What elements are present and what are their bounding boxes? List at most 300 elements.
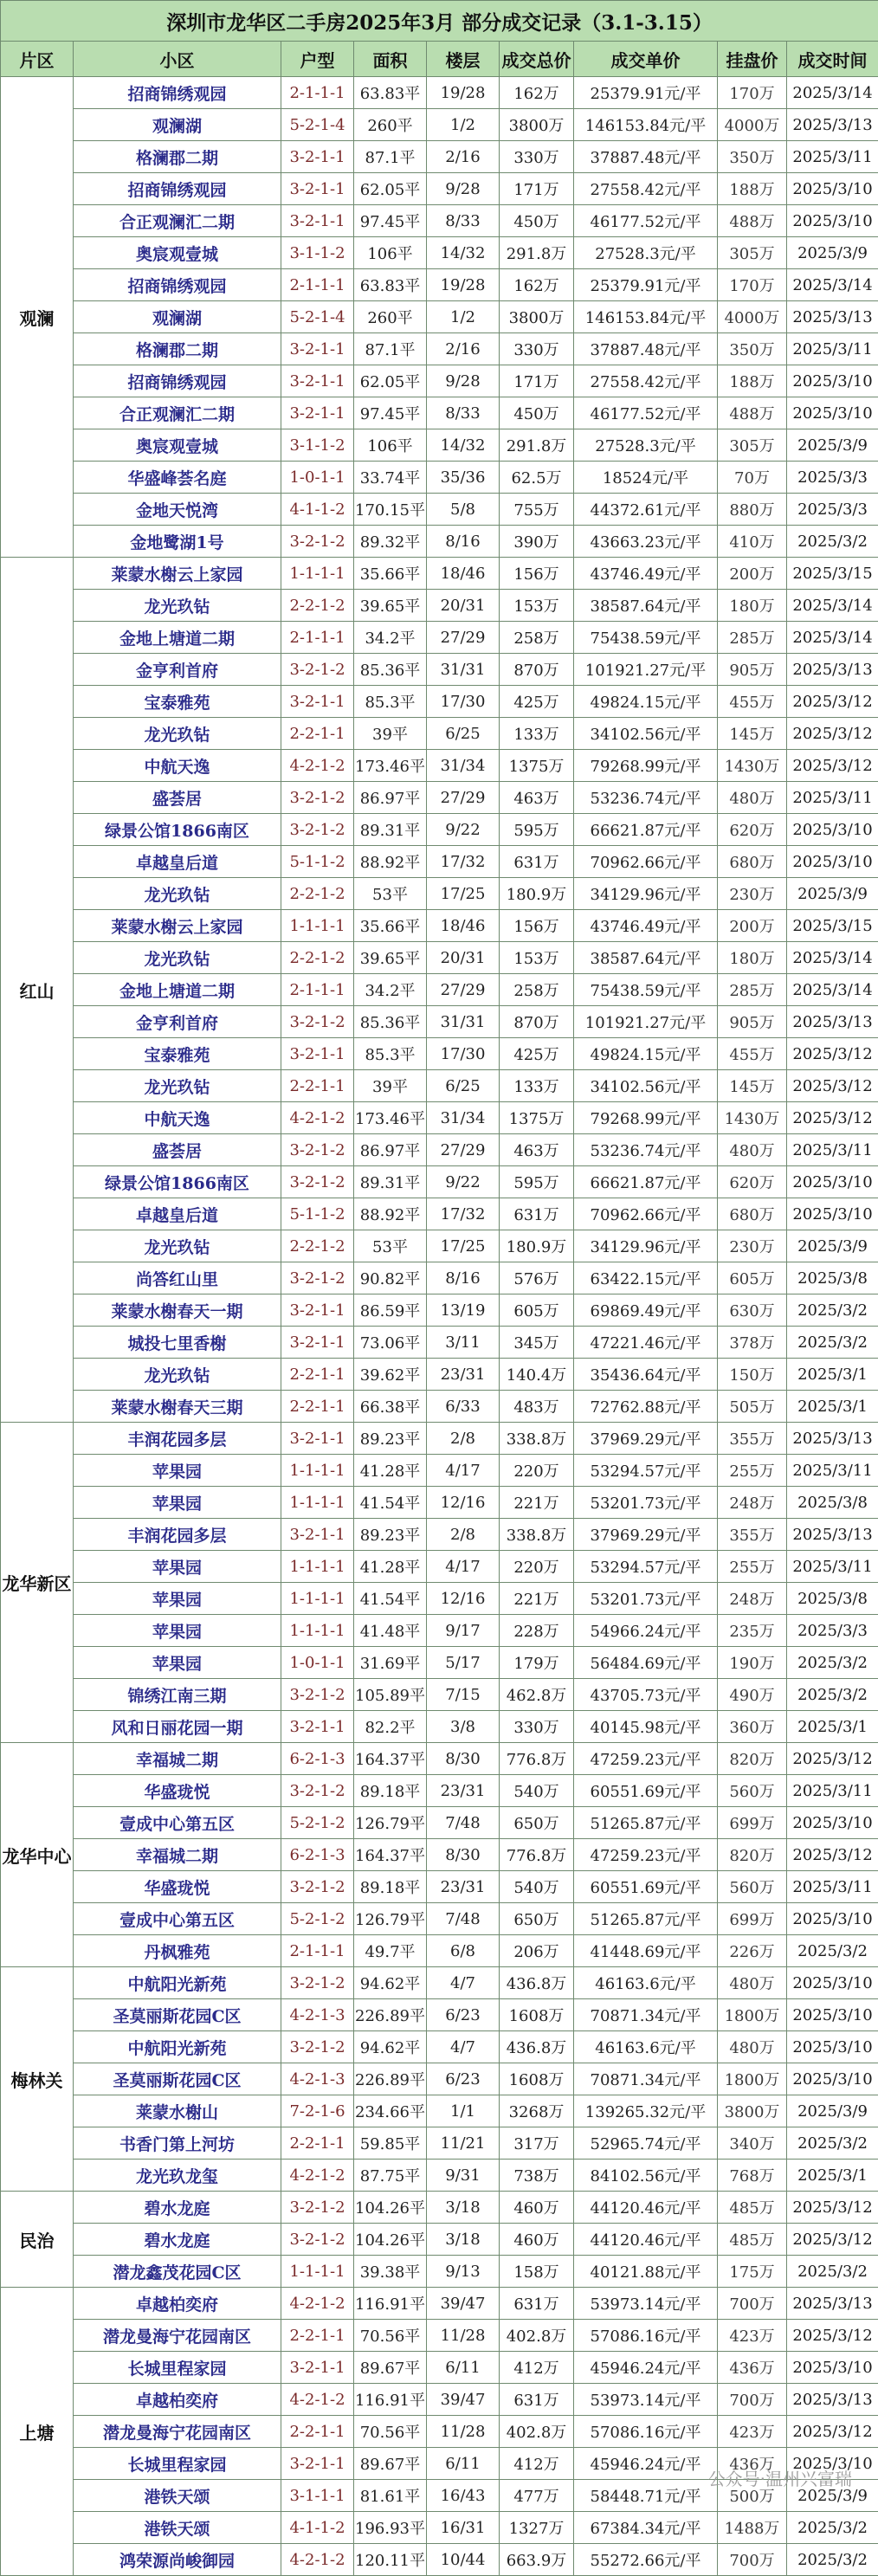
floor-cell: 20/31	[427, 590, 500, 622]
community-name: 潜龙鑫茂花园C区	[74, 2256, 281, 2288]
floor-cell: 8/30	[427, 1839, 500, 1871]
unit-price-cell: 75438.59元/平	[574, 974, 718, 1006]
listing-price-cell: 355万	[718, 1519, 787, 1551]
watermark-text: 公众号·温州兴富瑞	[708, 2465, 852, 2490]
deal-date-cell: 2025/3/9	[787, 2480, 878, 2512]
floor-cell: 1/2	[427, 301, 500, 333]
table-row	[1, 1871, 878, 1903]
table-row	[1, 526, 878, 558]
community-name: 华盛珑悦	[74, 1775, 281, 1807]
area-cell: 116.91平	[354, 2288, 427, 2320]
area-cell: 94.62平	[354, 1967, 427, 1999]
area-cell: 34.2平	[354, 974, 427, 1006]
table-row	[1, 1038, 878, 1070]
unit-price-cell: 139265.32元/平	[574, 2095, 718, 2127]
deal-date-cell: 2025/3/2	[787, 2256, 878, 2288]
table-row	[1, 1134, 878, 1166]
deal-date-cell: 2025/3/12	[787, 2224, 878, 2256]
total-price-cell: 179万	[500, 1647, 574, 1679]
listing-price-cell: 145万	[718, 718, 787, 750]
listing-price-cell: 620万	[718, 814, 787, 846]
unit-price-cell: 57086.16元/平	[574, 2320, 718, 2352]
listing-price-cell: 480万	[718, 1134, 787, 1166]
listing-price-cell: 285万	[718, 622, 787, 654]
community-name: 莱蒙水榭春天一期	[74, 1294, 281, 1327]
floor-cell: 31/34	[427, 1102, 500, 1134]
layout-cell: 1-0-1-1	[281, 1647, 354, 1679]
unit-price-cell: 46163.6元/平	[574, 1967, 718, 1999]
column-header-unit-price: 成交单价	[574, 42, 718, 77]
area-cell: 34.2平	[354, 622, 427, 654]
listing-price-cell: 560万	[718, 1871, 787, 1903]
deal-date-cell: 2025/3/2	[787, 2512, 878, 2544]
unit-price-cell: 66621.87元/平	[574, 1166, 718, 1198]
deal-date-cell: 2025/3/2	[787, 1647, 878, 1679]
unit-price-cell: 53973.14元/平	[574, 2384, 718, 2416]
listing-price-cell: 190万	[718, 1647, 787, 1679]
community-name: 绿景公馆1866南区	[74, 814, 281, 846]
deal-date-cell: 2025/3/14	[787, 77, 878, 109]
unit-price-cell: 70871.34元/平	[574, 1999, 718, 2031]
unit-price-cell: 35436.64元/平	[574, 1359, 718, 1391]
listing-price-cell: 905万	[718, 1006, 787, 1038]
area-cell: 89.31平	[354, 1166, 427, 1198]
listing-price-cell: 255万	[718, 1455, 787, 1487]
listing-price-cell: 488万	[718, 205, 787, 237]
floor-cell: 13/19	[427, 1294, 500, 1327]
community-name: 合正观澜汇二期	[74, 397, 281, 429]
community-name: 苹果园	[74, 1487, 281, 1519]
layout-cell: 7-2-1-6	[281, 2095, 354, 2127]
deal-date-cell: 2025/3/9	[787, 1230, 878, 1262]
area-cell: 59.85平	[354, 2127, 427, 2160]
listing-price-cell: 700万	[718, 2544, 787, 2576]
total-price-cell: 460万	[500, 2224, 574, 2256]
floor-cell: 7/48	[427, 1807, 500, 1839]
listing-price-cell: 200万	[718, 910, 787, 942]
district-cell: 上塘	[1, 2288, 74, 2576]
floor-cell: 14/32	[427, 237, 500, 269]
unit-price-cell: 75438.59元/平	[574, 622, 718, 654]
listing-price-cell: 200万	[718, 558, 787, 590]
area-cell: 39.62平	[354, 1359, 427, 1391]
total-price-cell: 1608万	[500, 1999, 574, 2031]
table-row	[1, 1583, 878, 1615]
deal-date-cell: 2025/3/12	[787, 1070, 878, 1102]
floor-cell: 6/11	[427, 2448, 500, 2480]
community-name: 风和日丽花园一期	[74, 1711, 281, 1743]
table-row	[1, 878, 878, 910]
listing-price-cell: 1800万	[718, 1999, 787, 2031]
area-cell: 41.54平	[354, 1487, 427, 1519]
unit-price-cell: 53973.14元/平	[574, 2288, 718, 2320]
table-row	[1, 2095, 878, 2127]
listing-price-cell: 485万	[718, 2224, 787, 2256]
total-price-cell: 228万	[500, 1615, 574, 1647]
unit-price-cell: 46177.52元/平	[574, 397, 718, 429]
unit-price-cell: 72762.88元/平	[574, 1391, 718, 1423]
total-price-cell: 576万	[500, 1262, 574, 1294]
listing-price-cell: 680万	[718, 846, 787, 878]
total-price-cell: 180.9万	[500, 878, 574, 910]
floor-cell: 7/48	[427, 1903, 500, 1935]
unit-price-cell: 55272.66元/平	[574, 2544, 718, 2576]
total-price-cell: 291.8万	[500, 429, 574, 462]
layout-cell: 2-2-1-2	[281, 590, 354, 622]
layout-cell: 6-2-1-3	[281, 1839, 354, 1871]
deal-date-cell: 2025/3/11	[787, 1551, 878, 1583]
deal-date-cell: 2025/3/2	[787, 526, 878, 558]
floor-cell: 19/28	[427, 269, 500, 301]
area-cell: 53平	[354, 1230, 427, 1262]
total-price-cell: 463万	[500, 782, 574, 814]
layout-cell: 3-2-1-2	[281, 2192, 354, 2224]
floor-cell: 16/31	[427, 2512, 500, 2544]
community-name: 华盛珑悦	[74, 1871, 281, 1903]
table-row	[1, 654, 878, 686]
community-name: 尚答红山里	[74, 1262, 281, 1294]
total-price-cell: 156万	[500, 558, 574, 590]
table-row	[1, 1166, 878, 1198]
community-name: 港铁天颂	[74, 2480, 281, 2512]
area-cell: 39平	[354, 718, 427, 750]
total-price-cell: 62.5万	[500, 462, 574, 494]
layout-cell: 3-2-1-1	[281, 1519, 354, 1551]
unit-price-cell: 79268.99元/平	[574, 1102, 718, 1134]
deal-date-cell: 2025/3/13	[787, 2288, 878, 2320]
total-price-cell: 595万	[500, 814, 574, 846]
total-price-cell: 412万	[500, 2448, 574, 2480]
floor-cell: 19/28	[427, 77, 500, 109]
community-name: 苹果园	[74, 1615, 281, 1647]
unit-price-cell: 53236.74元/平	[574, 1134, 718, 1166]
listing-price-cell: 378万	[718, 1327, 787, 1359]
layout-cell: 4-2-1-2	[281, 2160, 354, 2192]
unit-price-cell: 25379.91元/平	[574, 269, 718, 301]
floor-cell: 5/17	[427, 1647, 500, 1679]
floor-cell: 11/28	[427, 2320, 500, 2352]
deal-date-cell: 2025/3/10	[787, 1967, 878, 1999]
total-price-cell: 220万	[500, 1551, 574, 1583]
area-cell: 89.18平	[354, 1775, 427, 1807]
deal-date-cell: 2025/3/10	[787, 2448, 878, 2480]
listing-price-cell: 4000万	[718, 301, 787, 333]
layout-cell: 3-2-1-1	[281, 1327, 354, 1359]
total-price-cell: 436.8万	[500, 1967, 574, 1999]
layout-cell: 3-2-1-1	[281, 2448, 354, 2480]
unit-price-cell: 45946.24元/平	[574, 2448, 718, 2480]
floor-cell: 9/31	[427, 2160, 500, 2192]
community-name: 碧水龙庭	[74, 2224, 281, 2256]
listing-price-cell: 455万	[718, 1038, 787, 1070]
unit-price-cell: 66621.87元/平	[574, 814, 718, 846]
community-name: 金亨利首府	[74, 1006, 281, 1038]
area-cell: 63.83平	[354, 77, 427, 109]
listing-price-cell: 188万	[718, 365, 787, 397]
layout-cell: 2-2-1-1	[281, 1070, 354, 1102]
layout-cell: 3-2-1-2	[281, 2224, 354, 2256]
area-cell: 86.97平	[354, 1134, 427, 1166]
listing-price-cell: 305万	[718, 429, 787, 462]
layout-cell: 5-2-1-4	[281, 109, 354, 141]
deal-date-cell: 2025/3/14	[787, 942, 878, 974]
layout-cell: 2-2-1-2	[281, 1230, 354, 1262]
unit-price-cell: 41448.69元/平	[574, 1935, 718, 1967]
table-row	[1, 2031, 878, 2063]
community-name: 奥宸观壹城	[74, 237, 281, 269]
column-header-district: 片区	[1, 42, 74, 77]
table-row	[1, 1102, 878, 1134]
layout-cell: 2-1-1-1	[281, 622, 354, 654]
total-price-cell: 3268万	[500, 2095, 574, 2127]
floor-cell: 14/32	[427, 429, 500, 462]
area-cell: 39.65平	[354, 942, 427, 974]
deal-date-cell: 2025/3/9	[787, 878, 878, 910]
listing-price-cell: 490万	[718, 1679, 787, 1711]
area-cell: 106平	[354, 237, 427, 269]
total-price-cell: 650万	[500, 1807, 574, 1839]
area-cell: 173.46平	[354, 1102, 427, 1134]
community-name: 莱蒙水榭云上家园	[74, 910, 281, 942]
layout-cell: 3-2-1-2	[281, 1006, 354, 1038]
unit-price-cell: 70962.66元/平	[574, 846, 718, 878]
listing-price-cell: 170万	[718, 269, 787, 301]
table-row	[1, 1070, 878, 1102]
table-row	[1, 1391, 878, 1423]
total-price-cell: 738万	[500, 2160, 574, 2192]
floor-cell: 3/18	[427, 2224, 500, 2256]
layout-cell: 2-2-1-1	[281, 718, 354, 750]
layout-cell: 4-1-1-2	[281, 494, 354, 526]
floor-cell: 31/34	[427, 750, 500, 782]
unit-price-cell: 79268.99元/平	[574, 750, 718, 782]
floor-cell: 1/1	[427, 2095, 500, 2127]
community-name: 金地天悦湾	[74, 494, 281, 526]
deal-date-cell: 2025/3/9	[787, 2095, 878, 2127]
layout-cell: 3-2-1-2	[281, 1871, 354, 1903]
floor-cell: 7/15	[427, 1679, 500, 1711]
area-cell: 226.89平	[354, 2063, 427, 2095]
community-name: 宝泰雅苑	[74, 686, 281, 718]
floor-cell: 6/25	[427, 718, 500, 750]
area-cell: 41.48平	[354, 1615, 427, 1647]
community-name: 招商锦绣观园	[74, 269, 281, 301]
deal-date-cell: 2025/3/12	[787, 1038, 878, 1070]
deal-date-cell: 2025/3/2	[787, 1935, 878, 1967]
community-name: 龙光玖钻	[74, 1070, 281, 1102]
total-price-cell: 133万	[500, 718, 574, 750]
deal-date-cell: 2025/3/12	[787, 1743, 878, 1775]
total-price-cell: 180.9万	[500, 1230, 574, 1262]
floor-cell: 12/16	[427, 1487, 500, 1519]
unit-price-cell: 44120.46元/平	[574, 2224, 718, 2256]
total-price-cell: 631万	[500, 2384, 574, 2416]
area-cell: 89.67平	[354, 2448, 427, 2480]
community-name: 丹枫雅苑	[74, 1935, 281, 1967]
layout-cell: 3-2-1-2	[281, 526, 354, 558]
total-price-cell: 206万	[500, 1935, 574, 1967]
table-row	[1, 1551, 878, 1583]
total-price-cell: 460万	[500, 2192, 574, 2224]
floor-cell: 8/30	[427, 1743, 500, 1775]
deal-date-cell: 2025/3/10	[787, 365, 878, 397]
community-name: 卓越柏奕府	[74, 2288, 281, 2320]
layout-cell: 5-2-1-4	[281, 301, 354, 333]
total-price-cell: 870万	[500, 654, 574, 686]
unit-price-cell: 53201.73元/平	[574, 1583, 718, 1615]
table-row	[1, 1327, 878, 1359]
deal-date-cell: 2025/3/10	[787, 2063, 878, 2095]
area-cell: 106平	[354, 429, 427, 462]
table-row	[1, 1711, 878, 1743]
area-cell: 41.28平	[354, 1551, 427, 1583]
community-name: 中航天逸	[74, 750, 281, 782]
layout-cell: 2-2-1-2	[281, 942, 354, 974]
table-row	[1, 686, 878, 718]
total-price-cell: 133万	[500, 1070, 574, 1102]
layout-cell: 2-1-1-1	[281, 1935, 354, 1967]
floor-cell: 31/31	[427, 654, 500, 686]
community-name: 中航天逸	[74, 1102, 281, 1134]
community-name: 长城里程家园	[74, 2448, 281, 2480]
area-cell: 35.66平	[354, 558, 427, 590]
total-price-cell: 663.9万	[500, 2544, 574, 2576]
total-price-cell: 162万	[500, 269, 574, 301]
table-row	[1, 590, 878, 622]
community-name: 合正观澜汇二期	[74, 205, 281, 237]
floor-cell: 8/16	[427, 1262, 500, 1294]
area-cell: 70.56平	[354, 2320, 427, 2352]
area-cell: 81.61平	[354, 2480, 427, 2512]
community-name: 圣莫丽斯花园C区	[74, 2063, 281, 2095]
area-cell: 164.37平	[354, 1839, 427, 1871]
unit-price-cell: 53236.74元/平	[574, 782, 718, 814]
area-cell: 89.32平	[354, 526, 427, 558]
area-cell: 164.37平	[354, 1743, 427, 1775]
listing-price-cell: 436万	[718, 2352, 787, 2384]
listing-price-cell: 699万	[718, 1903, 787, 1935]
listing-price-cell: 820万	[718, 1839, 787, 1871]
listing-price-cell: 488万	[718, 397, 787, 429]
listing-price-cell: 285万	[718, 974, 787, 1006]
floor-cell: 9/22	[427, 814, 500, 846]
layout-cell: 3-2-1-2	[281, 782, 354, 814]
community-name: 壹成中心第五区	[74, 1903, 281, 1935]
area-cell: 173.46平	[354, 750, 427, 782]
unit-price-cell: 53294.57元/平	[574, 1455, 718, 1487]
floor-cell: 9/13	[427, 2256, 500, 2288]
community-name: 招商锦绣观园	[74, 173, 281, 205]
layout-cell: 5-1-1-2	[281, 1198, 354, 1230]
deal-date-cell: 2025/3/11	[787, 1455, 878, 1487]
unit-price-cell: 37969.29元/平	[574, 1519, 718, 1551]
floor-cell: 17/30	[427, 1038, 500, 1070]
community-name: 苹果园	[74, 1551, 281, 1583]
table-row	[1, 1743, 878, 1775]
layout-cell: 3-2-1-2	[281, 2031, 354, 2063]
floor-cell: 17/32	[427, 1198, 500, 1230]
floor-cell: 6/8	[427, 1935, 500, 1967]
community-name: 港铁天颂	[74, 2512, 281, 2544]
unit-price-cell: 51265.87元/平	[574, 1903, 718, 1935]
unit-price-cell: 44372.61元/平	[574, 494, 718, 526]
listing-price-cell: 560万	[718, 1775, 787, 1807]
deal-date-cell: 2025/3/2	[787, 2127, 878, 2160]
total-price-cell: 3800万	[500, 109, 574, 141]
table-row	[1, 77, 878, 109]
floor-cell: 4/17	[427, 1455, 500, 1487]
community-name: 奥宸观壹城	[74, 429, 281, 462]
area-cell: 170.15平	[354, 494, 427, 526]
deal-date-cell: 2025/3/10	[787, 173, 878, 205]
unit-price-cell: 52965.74元/平	[574, 2127, 718, 2160]
floor-cell: 8/16	[427, 526, 500, 558]
area-cell: 87.1平	[354, 333, 427, 365]
unit-price-cell: 43663.23元/平	[574, 526, 718, 558]
layout-cell: 3-2-1-2	[281, 1967, 354, 1999]
community-name: 城投七里香榭	[74, 1327, 281, 1359]
district-cell: 龙华中心	[1, 1743, 74, 1967]
total-price-cell: 776.8万	[500, 1839, 574, 1871]
unit-price-cell: 146153.84元/平	[574, 301, 718, 333]
table-row	[1, 141, 878, 173]
table-row	[1, 1807, 878, 1839]
area-cell: 126.79平	[354, 1903, 427, 1935]
deal-date-cell: 2025/3/12	[787, 1839, 878, 1871]
listing-price-cell: 230万	[718, 1230, 787, 1262]
table-row	[1, 1294, 878, 1327]
floor-cell: 2/16	[427, 141, 500, 173]
layout-cell: 2-2-1-1	[281, 1391, 354, 1423]
unit-price-cell: 56484.69元/平	[574, 1647, 718, 1679]
area-cell: 86.97平	[354, 782, 427, 814]
community-name: 金地上塘道二期	[74, 974, 281, 1006]
floor-cell: 39/47	[427, 2384, 500, 2416]
table-row	[1, 2512, 878, 2544]
table-row	[1, 558, 878, 590]
column-header-listing-price: 挂盘价	[718, 42, 787, 77]
table-row	[1, 109, 878, 141]
floor-cell: 17/32	[427, 846, 500, 878]
total-price-cell: 345万	[500, 1327, 574, 1359]
table-row	[1, 1999, 878, 2031]
area-cell: 63.83平	[354, 269, 427, 301]
table-row	[1, 1359, 878, 1391]
listing-price-cell: 699万	[718, 1807, 787, 1839]
table-row	[1, 2320, 878, 2352]
listing-price-cell: 455万	[718, 686, 787, 718]
listing-price-cell: 630万	[718, 1294, 787, 1327]
deal-date-cell: 2025/3/9	[787, 237, 878, 269]
layout-cell: 4-2-1-3	[281, 2063, 354, 2095]
deal-date-cell: 2025/3/13	[787, 654, 878, 686]
listing-price-cell: 248万	[718, 1583, 787, 1615]
total-price-cell: 330万	[500, 141, 574, 173]
unit-price-cell: 46163.6元/平	[574, 2031, 718, 2063]
floor-cell: 23/31	[427, 1359, 500, 1391]
area-cell: 87.75平	[354, 2160, 427, 2192]
community-name: 格澜郡二期	[74, 141, 281, 173]
area-cell: 89.23平	[354, 1519, 427, 1551]
unit-price-cell: 25379.91元/平	[574, 77, 718, 109]
listing-price-cell: 820万	[718, 1743, 787, 1775]
listing-price-cell: 1430万	[718, 750, 787, 782]
listing-price-cell: 905万	[718, 654, 787, 686]
listing-price-cell: 360万	[718, 1711, 787, 1743]
listing-price-cell: 255万	[718, 1551, 787, 1583]
floor-cell: 23/31	[427, 1871, 500, 1903]
community-name: 壹成中心第五区	[74, 1807, 281, 1839]
